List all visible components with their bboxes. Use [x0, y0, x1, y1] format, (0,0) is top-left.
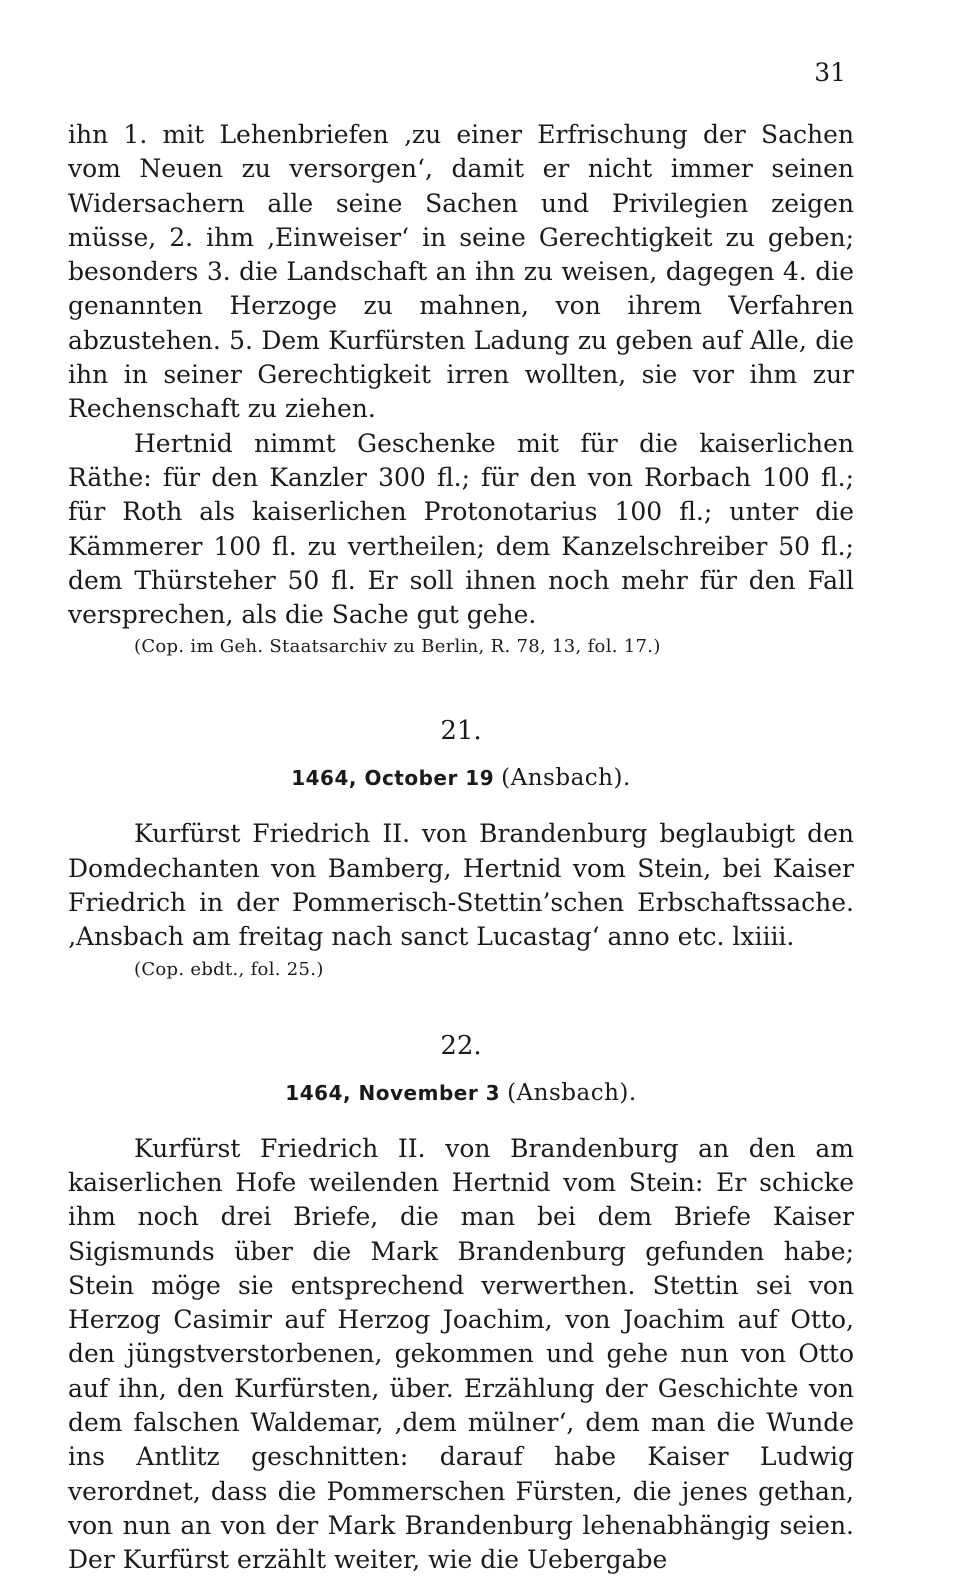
document-summary: Kurfürst Friedrich II. von Brandenburg an den am kaiserlichen Hofe weilenden Hertnid vom Stein: Er schicke ihm noch drei Briefe, die man bei dem Briefe Kaiser Sigismunds über die Mark Brandenburg gefunden habe; Stein möge sie entsprechend verwerthen. Stettin sei von Herzog Casimir auf Herzog Joachim, von Joachim auf Otto, den jüngstverstorbenen, gekommen und gehe nun von Otto auf ihn, den Kurfürsten, über. Erzählung der Geschichte von dem falschen Waldemar, ‚dem mülner‘, dem man die Wunde ins Antlitz geschnitten: darauf habe Kaiser Ludwig verordnet, dass die Pommerschen Fürsten, die jenes gethan, von nun an von der Mark Brandenburg lehenabhängig seien. Der Kurfürst erzählt weiter, wie die Uebergabe	[68, 1133, 854, 1575]
paragraph-continuation: ihn 1. mit Lehenbriefen ‚zu einer Erfrischung der Sachen vom Neuen zu versorgen‘, damit er nicht immer seinen Widersachern alle seine Sachen und Privilegien zeigen müsse, 2. ihm ‚Einweiser‘ in seine Gerechtigkeit zu geben; besonders 3. die Landschaft an ihn zu weisen, dagegen 4. die genannten Herzoge zu mahnen, von ihrem Verfahren abzustehen. 5. Dem Kurfürsten Ladung zu geben auf Alle, die ihn in seiner Gerechtigkeit irren wollten, sie vor ihm zur Rechenschaft zu ziehen.	[68, 120, 854, 424]
document-number: 21.	[440, 716, 482, 747]
source-citation: (Cop. ebdt., fol. 25.)	[134, 958, 324, 980]
document-place: (Ansbach).	[507, 1079, 637, 1106]
document-summary: Kurfürst Friedrich II. von Brandenburg beglaubigt den Domdechanten von Bamberg, Hertnid vom Stein, bei Kaiser Friedrich in der Pommerisch-Stettin’schen Erbschaftssache. ‚Ansbach am freitag nach sanct Lucastag‘ anno etc. lxiiii.	[68, 819, 854, 952]
document-number: 22.	[440, 1030, 482, 1061]
document-place: (Ansbach).	[501, 765, 631, 792]
document-date-line	[68, 1077, 854, 1110]
document-date-line	[68, 762, 854, 795]
body-text	[68, 118, 854, 1578]
paragraph-gifts: Hertnid nimmt Geschenke mit für die kaiserlichen Räthe: für den Kanzler 300 fl.; für den von Rorbach 100 fl.; für Roth als kaiserlichen Protonotarius 100 fl.; unter die Kämmerer 100 fl. zu vertheilen; dem Kanzelschreiber 50 fl.; dem Thürsteher 50 fl. Er soll ihnen noch mehr für den Fall versprechen, als die Sache gut gehe.	[68, 428, 854, 630]
document-date: 1464, November 3	[285, 1080, 501, 1105]
document-date: 1464, October 19	[291, 766, 495, 791]
document-page	[68, 0, 854, 1575]
page-number: 31	[814, 58, 846, 87]
source-citation: (Cop. im Geh. Staatsarchiv zu Berlin, R. 78, 13, fol. 17.)	[134, 636, 661, 658]
